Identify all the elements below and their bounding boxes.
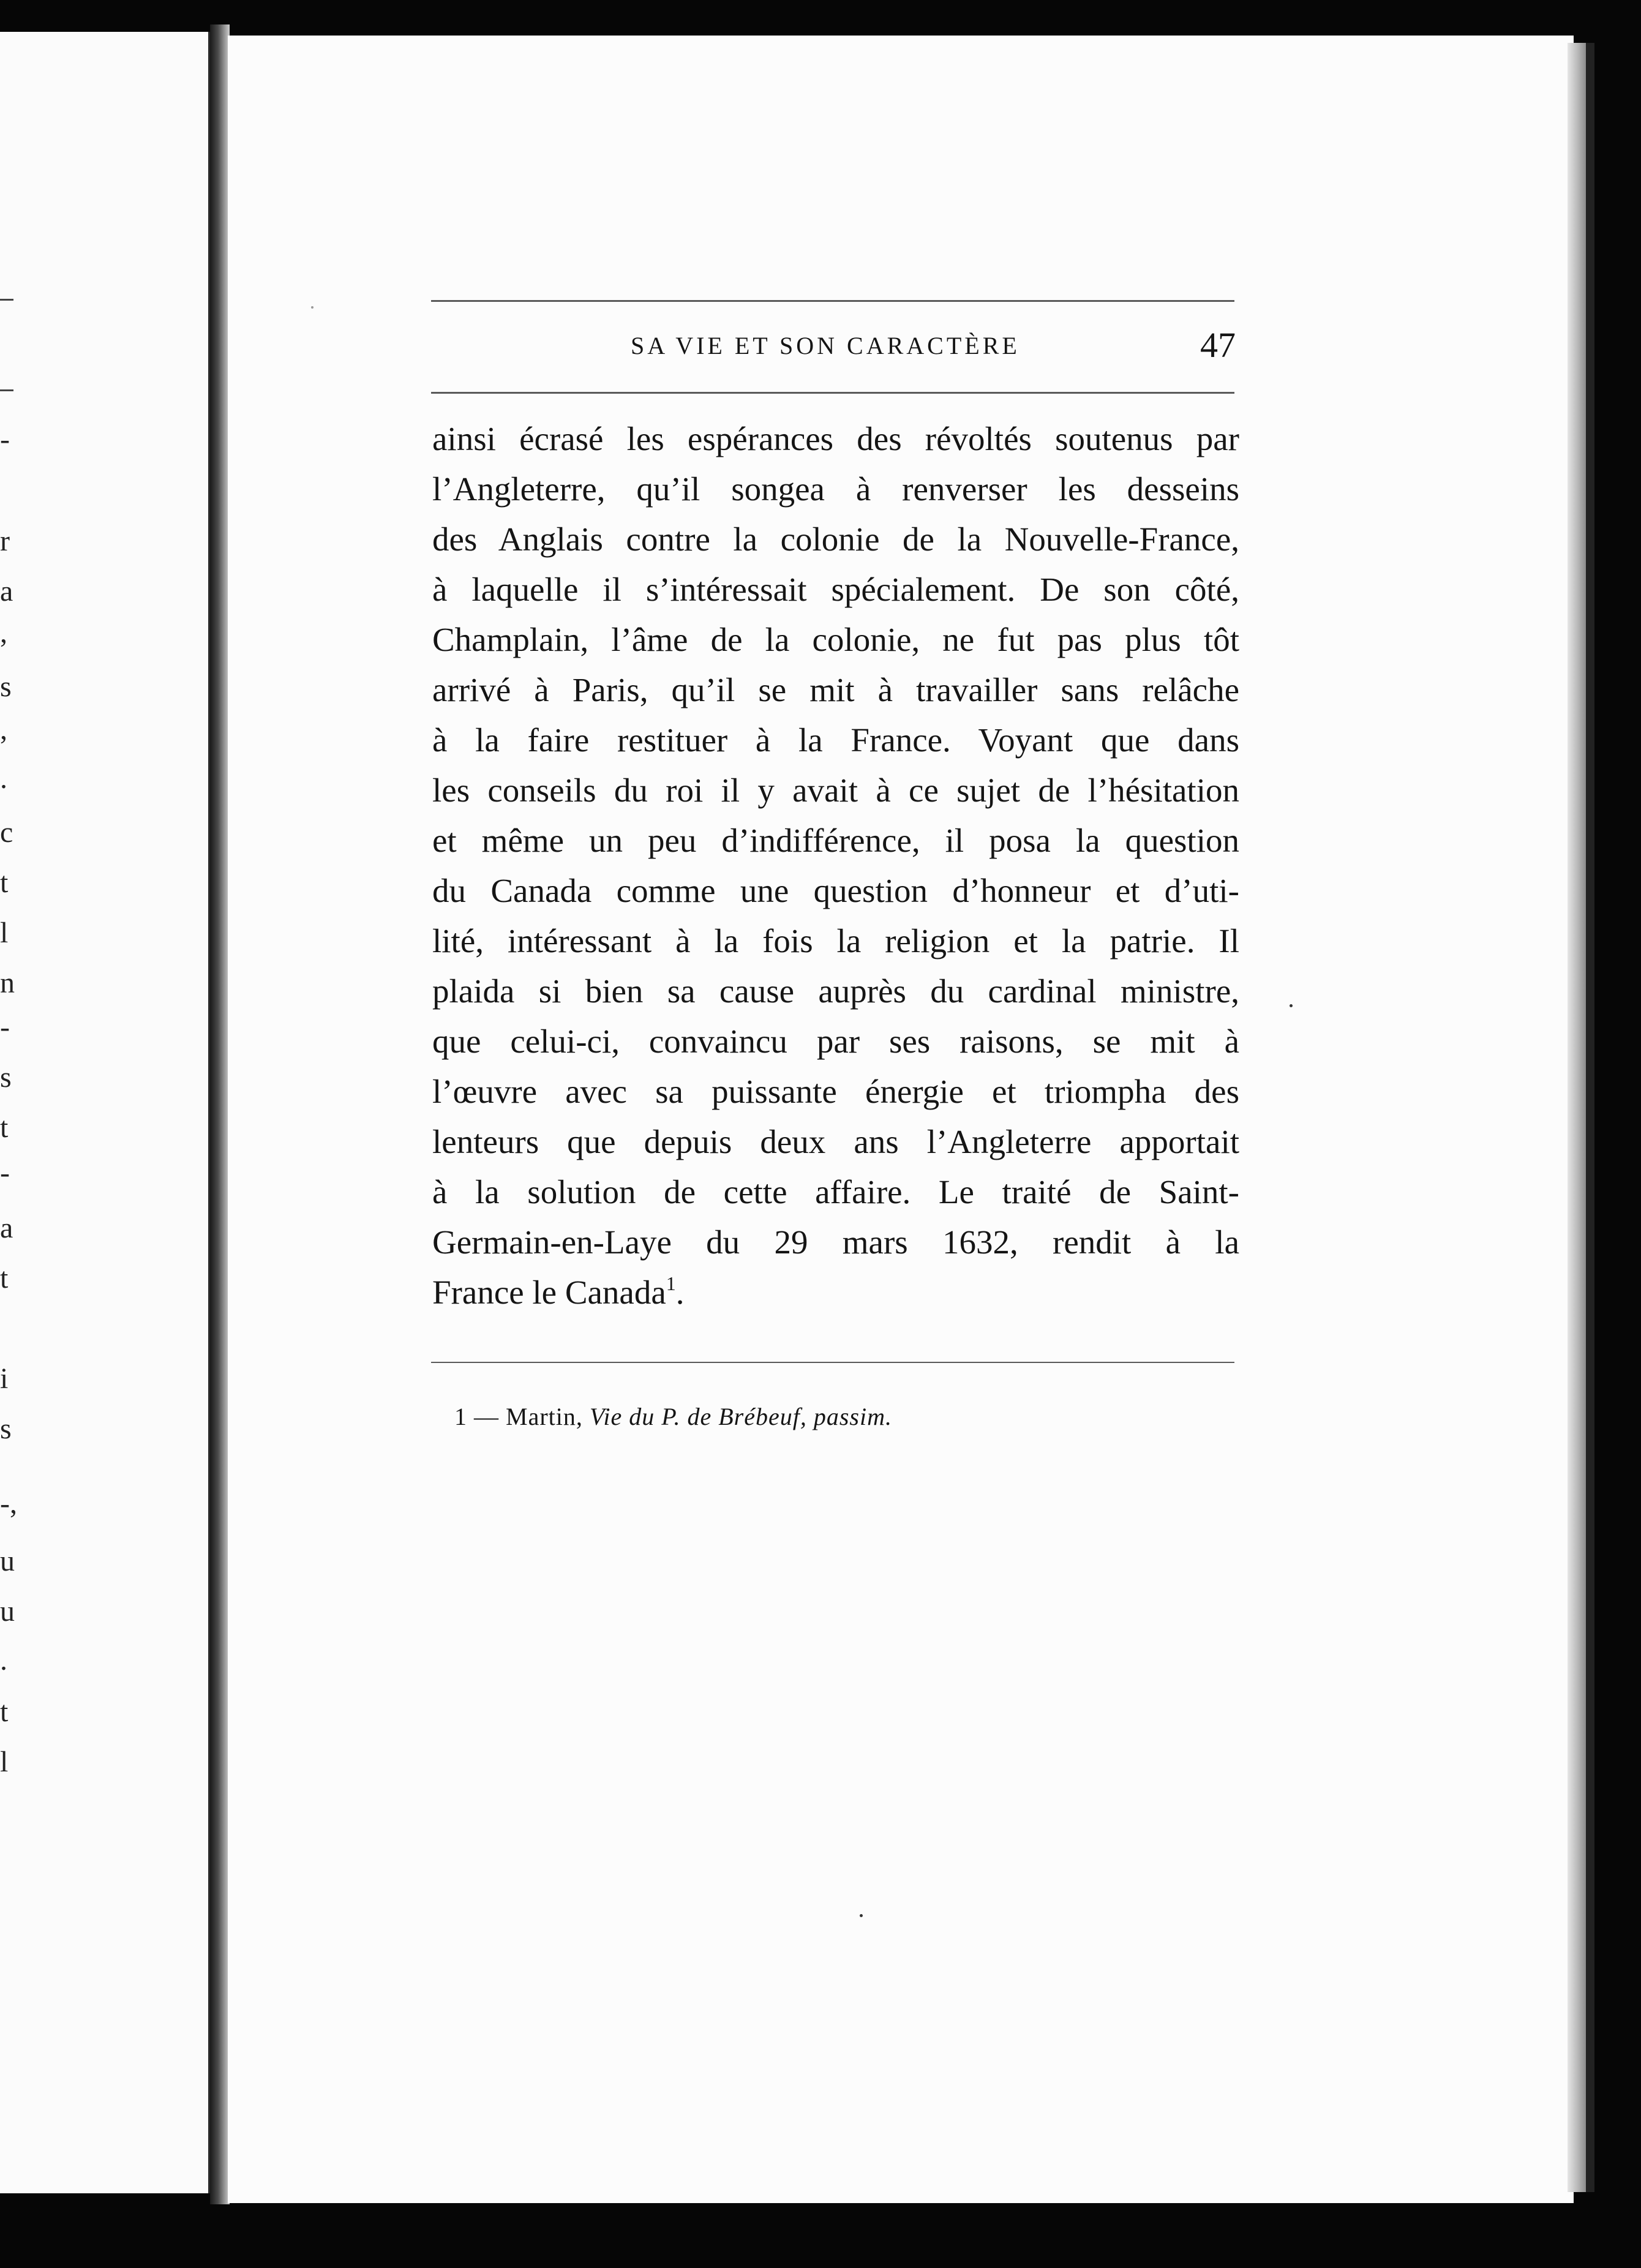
text-line: Champlain, l’âme de la colonie, ne fut pas plus tôt — [432, 621, 1239, 658]
scan-speck — [311, 306, 314, 309]
facing-page-fragment: t — [0, 1695, 9, 1728]
facing-page-fragment: s — [0, 1061, 12, 1094]
text-line: que celui-ci, convaincu par ses raisons, se mit à — [432, 1023, 1239, 1060]
facing-page-fragment: s — [0, 1413, 12, 1445]
facing-page-fragment: - — [0, 423, 10, 456]
text-line: arrivé à Paris, qu’il se mit à travailler sans relâche — [432, 671, 1239, 708]
facing-page-fragment: , — [0, 617, 7, 649]
facing-page-fragment: l — [0, 1746, 9, 1778]
facing-page-fragment: - — [0, 1157, 10, 1189]
facing-page-fragment: l — [0, 917, 9, 949]
footnote-separator — [431, 1362, 1234, 1363]
facing-page-fragment: t — [0, 1111, 9, 1144]
facing-page-rule — [0, 299, 13, 301]
facing-page-fragment: c — [0, 816, 13, 849]
facing-page-fragment: a — [0, 575, 13, 607]
text-line: les conseils du roi il y avait à ce sujet de l’hésitation — [432, 772, 1239, 809]
facing-page-fragment: . — [0, 762, 7, 795]
book-gutter — [210, 24, 230, 2204]
footnote-reference[interactable]: 1 — [666, 1272, 676, 1294]
text-line: à la faire restituer à la France. Voyant que dans — [432, 721, 1239, 759]
footnote — [454, 1402, 892, 1431]
text-line: l’œuvre avec sa puissante énergie et triompha des — [432, 1073, 1239, 1110]
facing-page-fragment: r — [0, 525, 10, 557]
footnote-locator: passim. — [813, 1403, 892, 1430]
footnote-marker: 1 — — [454, 1403, 499, 1430]
facing-page-fragment: a — [0, 1212, 13, 1244]
facing-page-fragment: -, — [0, 1487, 17, 1520]
facing-page-rule — [0, 389, 13, 391]
page-number: 47 — [1200, 325, 1236, 365]
facing-page-fragment: n — [0, 967, 15, 999]
text-line: des Anglais contre la colonie de la Nouvelle-France, — [432, 520, 1239, 558]
scan-speck — [860, 1914, 863, 1917]
facing-page-fragment: t — [0, 866, 9, 899]
facing-page-fragment: - — [0, 1011, 10, 1043]
text-line: l’Angleterre, qu’il songea à renverser les desseins — [432, 470, 1239, 508]
facing-page-fragment: . — [0, 1644, 7, 1677]
text-line: lenteurs que depuis deux ans l’Angleterre apportait — [432, 1123, 1239, 1160]
text-line: ainsi écrasé les espérances des révoltés soutenus par — [432, 420, 1239, 457]
facing-page-fragment: u — [0, 1545, 15, 1577]
text-line-last — [432, 1267, 1239, 1318]
text-line: plaida si bien sa cause auprès du cardinal ministre, — [432, 972, 1239, 1010]
running-title: SA VIE ET SON CARACTÈRE — [631, 332, 1020, 359]
facing-page-left — [0, 32, 210, 2193]
footnote-work-title: Vie du P. de Brébeuf, — [589, 1403, 807, 1430]
facing-page-fragment: t — [0, 1262, 9, 1294]
facing-page-fragment: i — [0, 1362, 9, 1395]
body-text — [432, 414, 1239, 1318]
page-edge — [1568, 43, 1586, 2192]
text-line: à laquelle il s’intéressait spécialement. De son côté, — [432, 571, 1239, 608]
text-line: et même un peu d’indifférence, il posa la question — [432, 822, 1239, 859]
scan-speck — [1290, 1004, 1293, 1007]
text-line: du Canada comme une question d’honneur et d’uti- — [432, 872, 1239, 909]
page-edge-shadow — [1586, 43, 1594, 2192]
facing-page-fragment: , — [0, 713, 7, 746]
text-line: Germain-en-Laye du 29 mars 1632, rendit à la — [432, 1223, 1239, 1261]
facing-page-fragment: s — [0, 670, 12, 703]
sentence-end: . — [675, 1274, 685, 1311]
text-line-last-content: France le Canada — [432, 1274, 666, 1311]
facing-page-fragment: u — [0, 1595, 15, 1628]
text-line: à la solution de cette affaire. Le traité de Saint- — [432, 1173, 1239, 1211]
footnote-author: Martin, — [506, 1403, 583, 1430]
text-line: lité, intéressant à la fois la religion et la patrie. Il — [432, 922, 1239, 959]
header-rule-bottom — [431, 392, 1234, 394]
header-rule-top — [431, 300, 1234, 302]
